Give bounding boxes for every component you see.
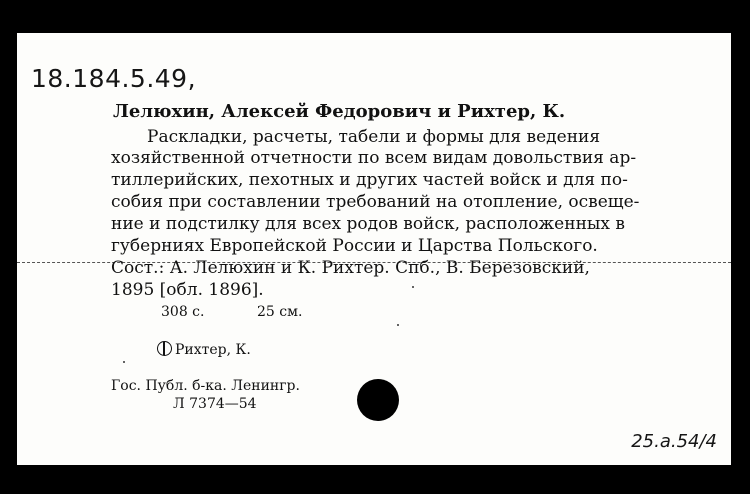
library-number: Л 7374—54 xyxy=(173,396,257,412)
added-entry-symbol-icon xyxy=(157,341,172,356)
body-line-2: хозяйственной отчетности по всем видам довольствия ар- xyxy=(111,148,637,168)
card-heading: Лелюхин, Алексей Федорович и Рихтер, К. xyxy=(113,101,566,122)
pages-count: 308 с. xyxy=(161,304,205,320)
body-line-3: тиллерийских, пехотных и других частей войск и для по- xyxy=(111,170,628,190)
punch-hole xyxy=(357,379,399,421)
body-line-4: собия при составлении требований на отопление, освеще- xyxy=(111,192,640,212)
catalog-card xyxy=(17,33,731,465)
body-line-6: губерниях Европейской России и Царства Польского. xyxy=(111,236,598,256)
call-number: 18.184.5.49, xyxy=(31,64,197,93)
speck xyxy=(397,324,399,326)
speck xyxy=(412,286,414,288)
handwritten-mark: 25.а.54/4 xyxy=(631,431,717,452)
speck xyxy=(123,361,125,363)
added-entry-text: Рихтер, К. xyxy=(175,342,251,358)
body-line-5: ние и подстилку для всех родов войск, расположенных в xyxy=(111,214,625,234)
body-line-8: 1895 [обл. 1896]. xyxy=(111,280,264,300)
added-entry xyxy=(157,341,251,358)
library-name: Гос. Публ. б-ка. Ленингр. xyxy=(111,378,300,394)
card-size: 25 см. xyxy=(257,304,303,320)
body-line-7: Сост.: А. Лелюхин и К. Рихтер. Спб., В. Березовский, xyxy=(111,258,590,278)
body-line-1: Раскладки, расчеты, табели и формы для ведения xyxy=(147,127,601,147)
